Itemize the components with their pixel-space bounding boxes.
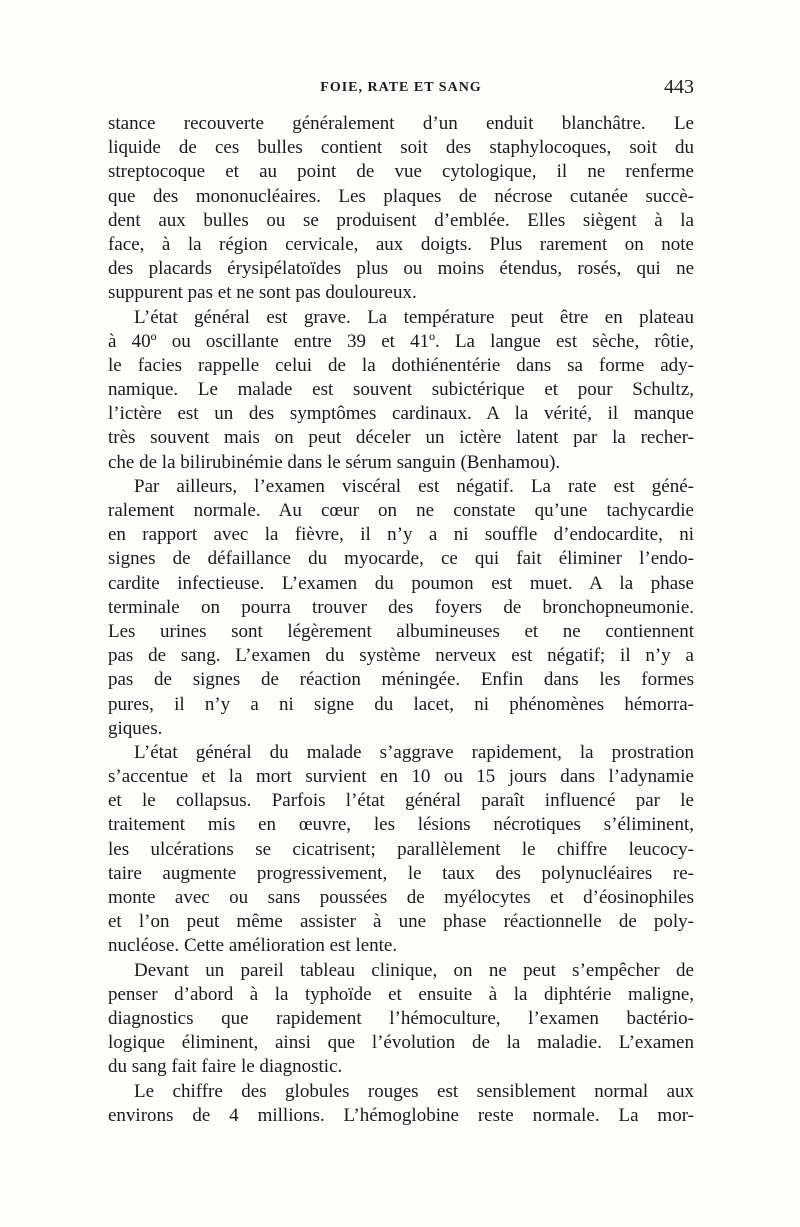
text-line: nucléose. Cette amélioration est lente. (108, 935, 398, 957)
text-line: des placards érysipélatoïdes plus ou moins étendus, rosés, qui ne (108, 258, 694, 280)
text-line: le facies rappelle celui de la dothiénentérie dans sa forme ady- (108, 354, 694, 376)
text-line: liquide de ces bulles contient soit des staphylocoques, soit du (108, 137, 694, 159)
page-number: 443 (664, 76, 694, 98)
text-line: diagnostics que rapidement l’hémoculture, l’examen bactério- (108, 1007, 694, 1029)
text-line: s’accentue et la mort survient en 10 ou 15 jours dans l’adynamie (108, 766, 694, 788)
text-line: giques. (108, 717, 163, 739)
text-line: cardite infectieuse. L’examen du poumon est muet. A la phase (108, 572, 694, 594)
text-line: penser d’abord à la typhoïde et ensuite à la diphtérie maligne, (108, 983, 694, 1005)
text-line: et le collapsus. Parfois l’état général paraît influencé par le (108, 790, 694, 812)
running-title: FOIE, RATE ET SANG (320, 80, 482, 95)
text-line: monte avec ou sans poussées de myélocytes et d’éosinophiles (108, 887, 694, 908)
paragraph-start-line: L’état général est grave. La température peut être en plateau (134, 306, 694, 328)
text-line: taire augmente progressivement, le taux des polynucléaires re- (108, 862, 694, 884)
text-line: traitement mis en œuvre, les lésions nécrotiques s’éliminent, (108, 814, 694, 836)
text-line: et l’on peut même assister à une phase réactionnelle de poly- (108, 911, 694, 933)
paragraph-start-line: Le chiffre des globules rouges est sensiblement normal aux (134, 1080, 694, 1102)
text-line: les ulcérations se cicatrisent; parallèlement le chiffre leucocy- (108, 838, 694, 860)
text-line: à 40º ou oscillante entre 39 et 41º. La langue est sèche, rôtie, (108, 330, 694, 352)
running-head (108, 76, 694, 102)
text-line: pas de sang. L’examen du système nerveux est négatif; il n’y a (108, 645, 694, 667)
text-line: l’ictère est un des symptômes cardinaux. A la vérité, il manque (108, 403, 694, 425)
text-line: face, à la région cervicale, aux doigts. Plus rarement on note (108, 233, 694, 255)
body-text (108, 112, 694, 1128)
text-line: que des mononucléaires. Les plaques de nécrose cutanée succè- (108, 185, 694, 207)
text-line: Les urines sont légèrement albumineuses et ne contiennent (108, 620, 694, 642)
text-line: ralement normale. Au cœur on ne constate qu’une tachycardie (108, 500, 694, 521)
text-line: stance recouverte généralement d’un enduit blanchâtre. Le (108, 113, 694, 134)
text-line: environs de 4 millions. L’hémoglobine reste normale. La mor- (108, 1104, 694, 1126)
text-line: très souvent mais on peut déceler un ictère latent par la recher- (108, 427, 694, 449)
text-line: dent aux bulles ou se produisent d’emblée. Elles siègent à la (108, 209, 694, 231)
paragraph-start-line: Devant un pareil tableau clinique, on ne peut s’empêcher de (134, 959, 694, 981)
paragraph-start-line: Par ailleurs, l’examen viscéral est négatif. La rate est géné- (134, 475, 694, 497)
text-line: logique éliminent, ainsi que l’évolution de la maladie. L’examen (108, 1032, 694, 1054)
text-line: terminale on pourra trouver des foyers de bronchopneumonie. (108, 596, 694, 618)
text-line: streptocoque et au point de vue cytologique, il ne renferme (108, 161, 694, 183)
text-line: che de la bilirubinémie dans le sérum sanguin (Benhamou). (108, 451, 561, 473)
text-line: namique. Le malade est souvent subictérique et pour Schultz, (108, 379, 694, 401)
text-line: pures, il n’y a ni signe du lacet, ni phénomènes hémorra- (108, 693, 694, 715)
text-line: signes de défaillance du myocarde, ce qui fait éliminer l’endo- (108, 548, 694, 570)
text-line: en rapport avec la fièvre, il n’y a ni souffle d’endocardite, ni (108, 524, 694, 546)
paragraph-start-line: L’état général du malade s’aggrave rapidement, la prostration (134, 741, 694, 763)
text-line: pas de signes de réaction méningée. Enfin dans les formes (108, 669, 694, 691)
text-line: suppurent pas et ne sont pas douloureux. (108, 282, 417, 304)
text-line: du sang fait faire le diagnostic. (108, 1056, 343, 1078)
